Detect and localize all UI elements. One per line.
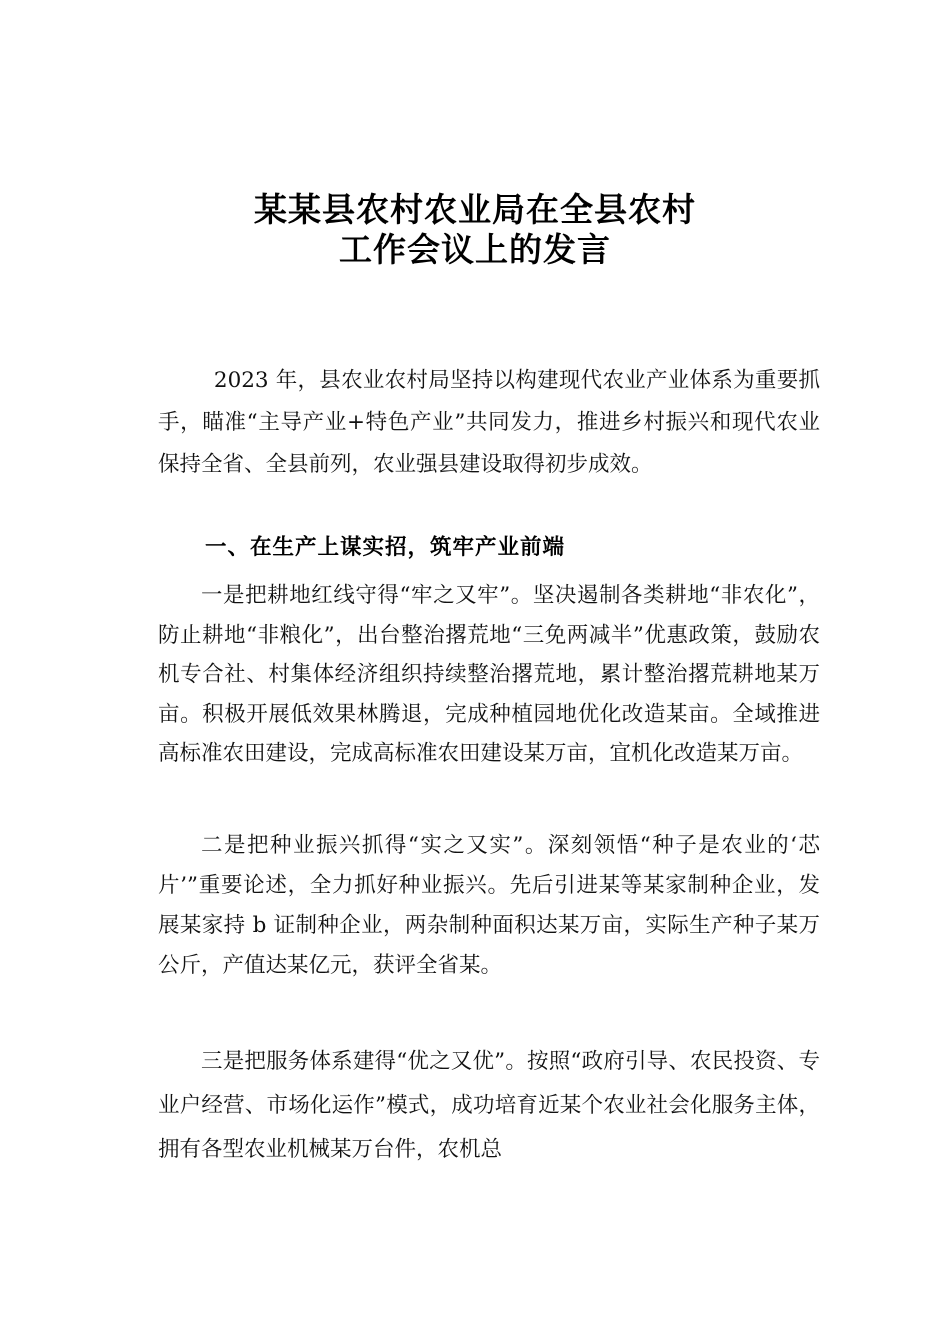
intro-paragraph: 2023 年，县农业农村局坚持以构建现代农业产业体系为重要抓手，瞄准“主导产业+特色产业”共同发力，推进乡村振兴和现代农业保持全省、全县前列，农业强县建设取得初步成效。 <box>158 368 820 477</box>
paragraph-service-system: 三是把服务体系建得“优之又优”。按照“政府引导、农民投资、专业户经营、市场化运作”模式，成功培育近某个农业社会化服务主体，拥有各型农业机械某万台件，农机总 <box>158 1049 820 1162</box>
paragraph-block-service-system <box>158 1040 820 1172</box>
paragraph-block-seed-industry <box>158 826 820 986</box>
document-title-line-2: 工作会议上的发言 <box>339 230 611 269</box>
paragraph-farmland: 一是把耕地红线守得“牢之又牢”。坚决遏制各类耕地“非农化”，防止耕地“非粮化”，出台整治撂荒地“三免两减半”优惠政策，鼓励农机专合社、村集体经济组织持续整治撂荒地，累计整治撂荒耕地某万亩。积极开展低效果林腾退，完成种植园地优化改造某亩。全域推进高标准农田建设，完成高标准农田建设某万亩，宜机化改造某万亩。 <box>158 583 820 766</box>
intro-paragraph-block <box>158 360 820 486</box>
section-heading: 一、在生产上谋实招，筑牢产业前端 <box>205 535 566 560</box>
document-title-line-1: 某某县农村农业局在全县农村 <box>254 190 696 229</box>
paragraph-seed-industry: 二是把种业振兴抓得“实之又实”。深刻领悟“种子是农业的‘芯片’”重要论述，全力抓好种业振兴。先后引进某等某家制种企业，发展某家持 b 证制种企业，两杂制种面积达某万亩，实际生产种子某万公斤，产值达某亿元，获评全省某。 <box>158 833 820 978</box>
paragraph-block-farmland <box>158 576 820 774</box>
